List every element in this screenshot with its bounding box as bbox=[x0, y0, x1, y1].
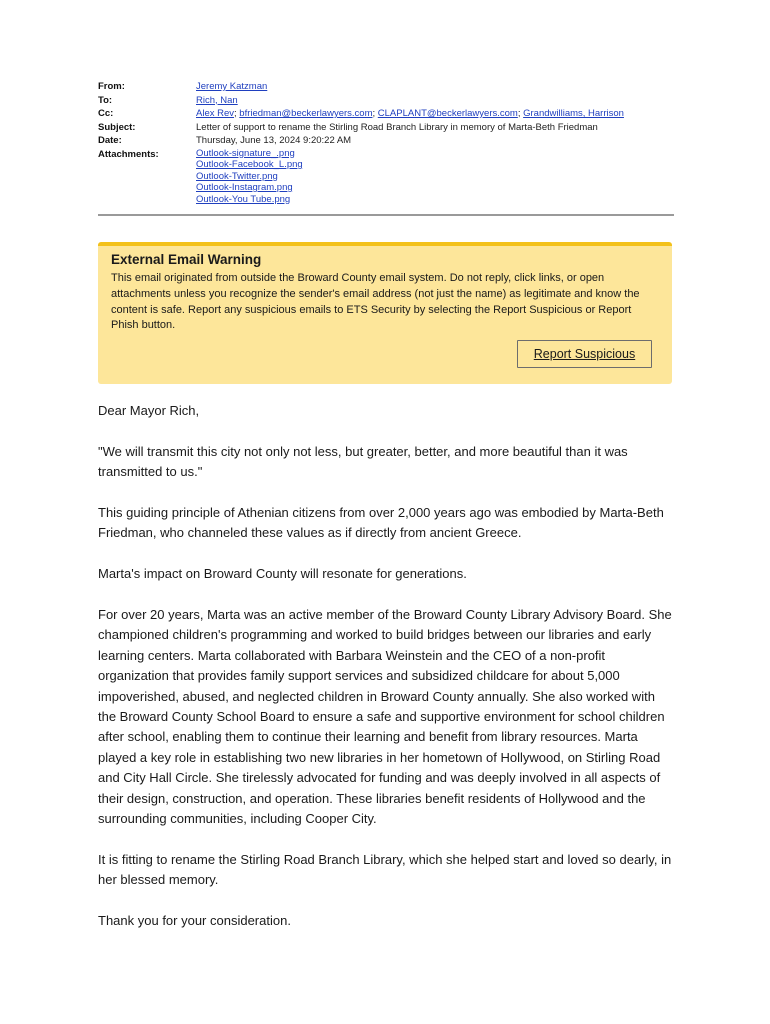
cc-separator: ; bbox=[234, 108, 237, 119]
cc-separator: ; bbox=[372, 108, 376, 119]
report-suspicious-button[interactable]: Report Suspicious bbox=[517, 340, 652, 368]
attachment-link[interactable]: Outlook-Twitter.png bbox=[196, 170, 278, 182]
to-row bbox=[98, 94, 674, 108]
date-label: Date: bbox=[98, 135, 122, 146]
from-label: From: bbox=[98, 81, 125, 92]
subject-row bbox=[98, 121, 674, 135]
attachments-list bbox=[196, 148, 674, 206]
salutation: Dear Mayor Rich, bbox=[98, 403, 200, 418]
cc-link[interactable]: Alex Rev bbox=[196, 108, 235, 119]
body-paragraph: It is fitting to rename the Stirling Road Branch Library, which she helped start and loved so dearly, in her blessed memory. bbox=[98, 851, 672, 888]
cc-link[interactable]: bfriedman@beckerlawyers.com bbox=[239, 108, 373, 119]
subject-label: Subject: bbox=[98, 121, 136, 133]
body-paragraph: This guiding principle of Athenian citizens from over 2,000 years ago was embodied by Marta-Beth Friedman, who channeled these values as if directly from ancient Greece. bbox=[98, 505, 664, 541]
external-email-warning bbox=[98, 242, 672, 384]
to-link[interactable]: Rich, Nan bbox=[196, 94, 238, 106]
header-divider bbox=[98, 214, 674, 216]
attachment-link[interactable]: Outlook-Facebook_L.png bbox=[196, 159, 303, 170]
cc-link[interactable]: Grandwilliams, Harrison bbox=[523, 108, 624, 119]
attachments-row bbox=[98, 148, 674, 206]
cc-separator: ; bbox=[517, 108, 521, 119]
letter-body bbox=[98, 401, 674, 952]
quote-paragraph: "We will transmit this city not only not less, but greater, better, and more beautiful than it was transmitted to us." bbox=[98, 443, 628, 480]
warning-title: External Email Warning bbox=[111, 252, 262, 267]
cc-row bbox=[98, 107, 674, 121]
attachment-link[interactable]: Outlook-Instagram.png bbox=[196, 182, 293, 193]
email-header bbox=[98, 80, 674, 205]
cc-link[interactable]: CLAPLANT@beckerlawyers.com bbox=[377, 108, 518, 119]
attachments-label: Attachments: bbox=[98, 148, 159, 160]
date-row bbox=[98, 134, 674, 148]
date-value: Thursday, June 13, 2024 9:20:22 AM bbox=[196, 135, 352, 146]
attachment-link[interactable]: Outlook-signature_.png bbox=[196, 147, 295, 159]
body-paragraph: Marta's impact on Broward County will resonate for generations. bbox=[98, 566, 467, 582]
cc-label: Cc: bbox=[98, 108, 114, 119]
attachment-link[interactable]: Outlook-You Tube.png bbox=[196, 193, 291, 205]
subject-value: Letter of support to rename the Stirling Road Branch Library in memory of Marta-Beth Friedman bbox=[196, 121, 598, 133]
closing-paragraph: Thank you for your consideration. bbox=[98, 913, 291, 929]
to-label: To: bbox=[98, 94, 113, 106]
from-row bbox=[98, 80, 674, 94]
from-link[interactable]: Jeremy Katzman bbox=[196, 81, 268, 92]
body-paragraph: For over 20 years, Marta was an active member of the Broward County Library Advisory Board. She championed children's programming and worked to build bridges between our libraries and early learning centers. Marta collaborated with Barbara Weinstein and the CEO of a non-profit organization that provides family support services and subsidized childcare for about 5,000 impoverished, abused, and neglected children in Broward County annually. She also worked with the Broward County School Board to ensure a safe and supportive environment for school children after school, enabling them to continue their learning and benefit from library resources. Marta played a key role in establishing two new libraries in her hometown of Hollywood, on Stirling Road and City Hall Circle. She tirelessly advocated for funding and was deeply involved in all aspects of their design, construction, and operation. These libraries benefit residents of Hollywood and the surrounding communities, including Cooper City. bbox=[98, 607, 672, 827]
warning-body: This email originated from outside the Broward County email system. Do not reply, click links, or open attachments unless you recognize the sender's email address (not just the name) as legitimate and know the content is safe. Report any suspicious emails to ETS Security by selecting the Report Suspicious or Report Phish button. bbox=[111, 272, 640, 332]
